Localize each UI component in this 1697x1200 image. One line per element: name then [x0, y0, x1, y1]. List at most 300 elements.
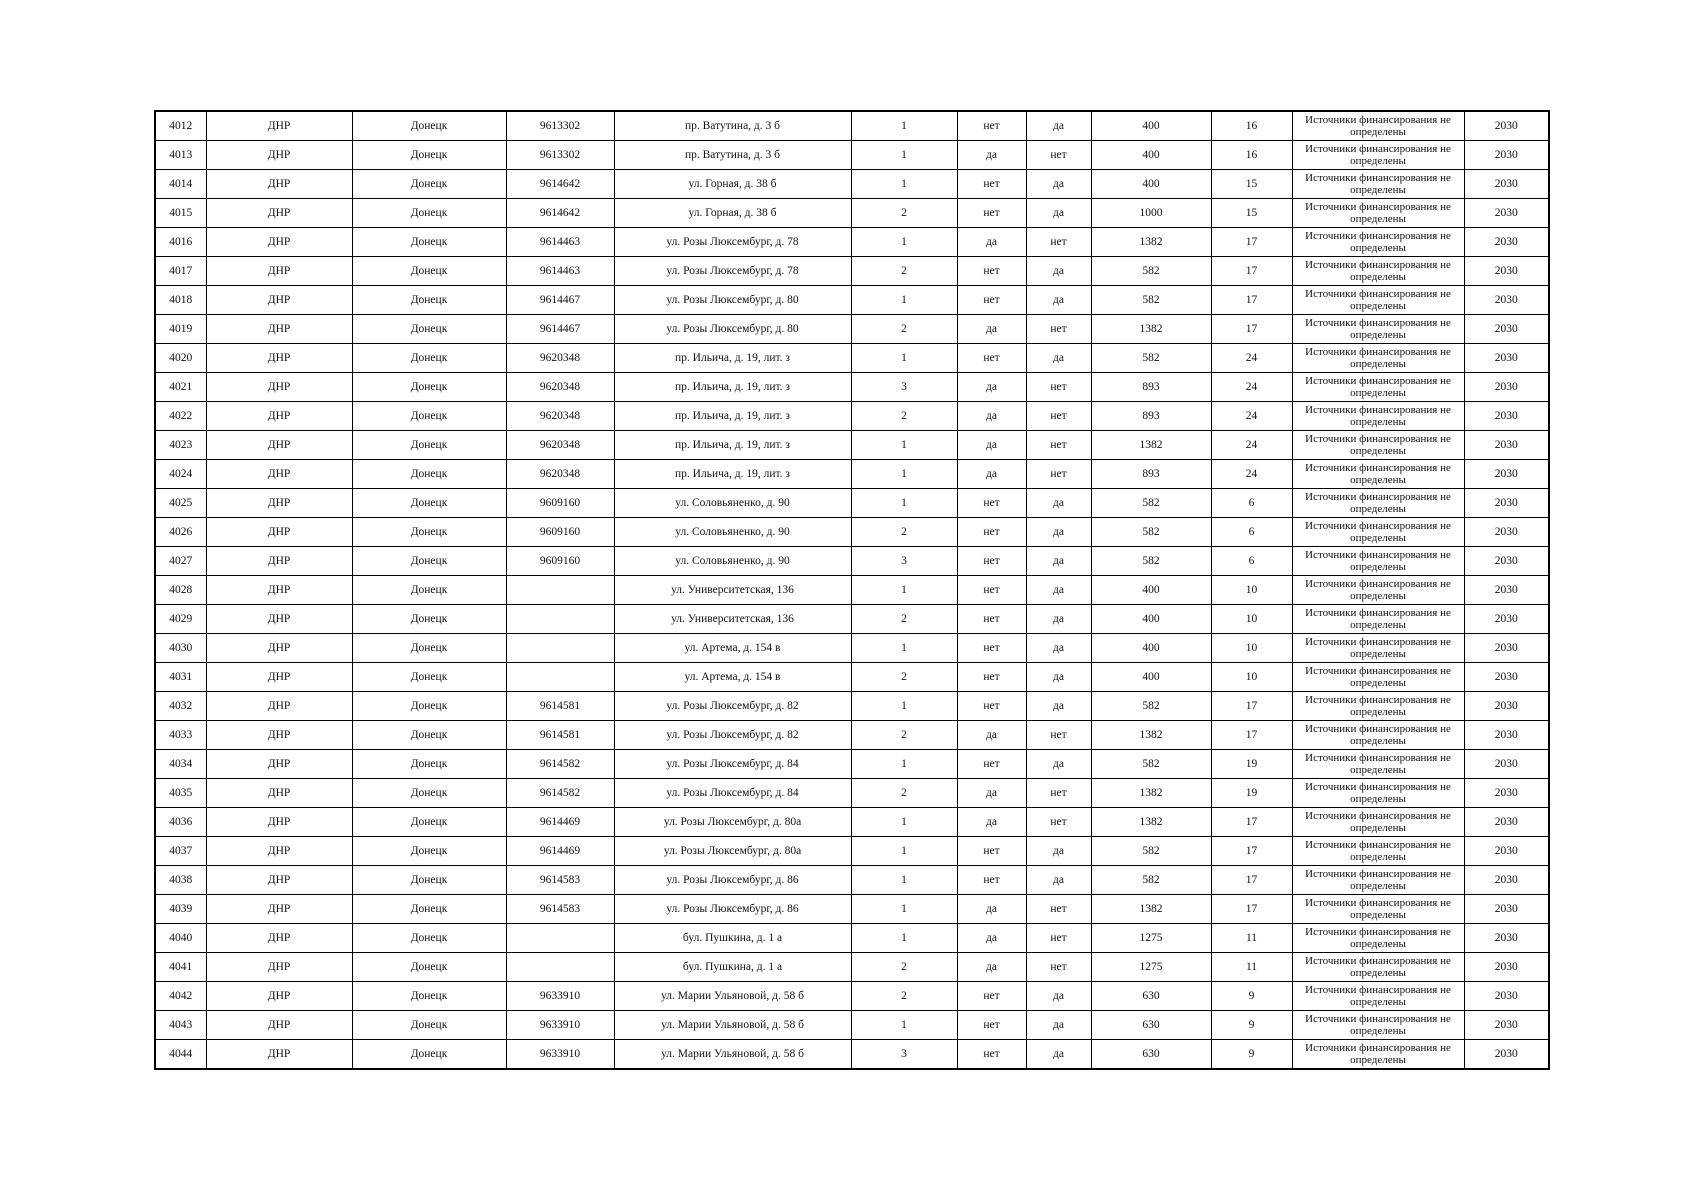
table-row: [155, 982, 1549, 1011]
cell-year: 2030: [1464, 750, 1549, 779]
cell-year: 2030: [1464, 895, 1549, 924]
cell-funding: Источники финансирования не определены: [1292, 953, 1464, 982]
cell-funding: Источники финансирования не определены: [1292, 808, 1464, 837]
cell-flag-b: нет: [1026, 228, 1091, 257]
cell-floors: 19: [1211, 779, 1292, 808]
cell-flag-a: нет: [957, 1011, 1026, 1040]
cell-city: Донецк: [352, 1040, 506, 1070]
cell-entrance: 1: [851, 489, 957, 518]
cell-year: 2030: [1464, 344, 1549, 373]
cell-capacity: 893: [1091, 460, 1211, 489]
cell-city: Донецк: [352, 576, 506, 605]
table-row: [155, 866, 1549, 895]
cell-number: 4015: [155, 199, 206, 228]
cell-region: ДНР: [206, 199, 352, 228]
cell-entrance: 1: [851, 431, 957, 460]
cell-address: ул. Соловьяненко, д. 90: [614, 547, 851, 576]
cell-region: ДНР: [206, 111, 352, 141]
cell-entrance: 3: [851, 547, 957, 576]
table-row: [155, 1011, 1549, 1040]
cell-floors: 19: [1211, 750, 1292, 779]
cell-floors: 9: [1211, 1011, 1292, 1040]
cell-code: 9633910: [506, 982, 614, 1011]
cell-entrance: 2: [851, 953, 957, 982]
cell-city: Донецк: [352, 170, 506, 199]
cell-year: 2030: [1464, 170, 1549, 199]
cell-floors: 17: [1211, 228, 1292, 257]
cell-floors: 24: [1211, 344, 1292, 373]
cell-code: 9609160: [506, 547, 614, 576]
cell-year: 2030: [1464, 228, 1549, 257]
table-row: [155, 547, 1549, 576]
cell-city: Донецк: [352, 663, 506, 692]
cell-funding: Источники финансирования не определены: [1292, 111, 1464, 141]
cell-entrance: 1: [851, 634, 957, 663]
cell-region: ДНР: [206, 431, 352, 460]
cell-code: [506, 634, 614, 663]
cell-entrance: 2: [851, 199, 957, 228]
cell-year: 2030: [1464, 634, 1549, 663]
cell-code: [506, 605, 614, 634]
cell-city: Донецк: [352, 1011, 506, 1040]
cell-capacity: 1382: [1091, 228, 1211, 257]
cell-city: Донецк: [352, 779, 506, 808]
table-row: [155, 257, 1549, 286]
cell-capacity: 400: [1091, 663, 1211, 692]
cell-region: ДНР: [206, 605, 352, 634]
table-row: [155, 837, 1549, 866]
cell-floors: 24: [1211, 431, 1292, 460]
cell-capacity: 630: [1091, 1040, 1211, 1070]
cell-entrance: 1: [851, 895, 957, 924]
cell-funding: Источники финансирования не определены: [1292, 286, 1464, 315]
cell-capacity: 582: [1091, 837, 1211, 866]
cell-year: 2030: [1464, 257, 1549, 286]
cell-funding: Источники финансирования не определены: [1292, 924, 1464, 953]
cell-flag-b: да: [1026, 692, 1091, 721]
cell-number: 4028: [155, 576, 206, 605]
cell-region: ДНР: [206, 518, 352, 547]
cell-region: ДНР: [206, 576, 352, 605]
cell-city: Донецк: [352, 547, 506, 576]
table-row: [155, 663, 1549, 692]
cell-code: 9614583: [506, 895, 614, 924]
cell-number: 4036: [155, 808, 206, 837]
cell-capacity: 400: [1091, 576, 1211, 605]
cell-flag-b: да: [1026, 1040, 1091, 1070]
cell-code: 9614463: [506, 257, 614, 286]
table-row: [155, 199, 1549, 228]
table-row: [155, 605, 1549, 634]
data-table: [154, 110, 1550, 1070]
cell-flag-a: да: [957, 431, 1026, 460]
cell-address: бул. Пушкина, д. 1 а: [614, 924, 851, 953]
cell-year: 2030: [1464, 111, 1549, 141]
cell-city: Донецк: [352, 286, 506, 315]
cell-year: 2030: [1464, 489, 1549, 518]
cell-flag-b: нет: [1026, 431, 1091, 460]
cell-flag-a: да: [957, 460, 1026, 489]
cell-entrance: 1: [851, 750, 957, 779]
cell-capacity: 893: [1091, 402, 1211, 431]
cell-city: Донецк: [352, 605, 506, 634]
cell-flag-b: нет: [1026, 402, 1091, 431]
cell-funding: Источники финансирования не определены: [1292, 663, 1464, 692]
cell-year: 2030: [1464, 286, 1549, 315]
cell-flag-b: нет: [1026, 315, 1091, 344]
cell-code: 9614642: [506, 199, 614, 228]
cell-flag-b: да: [1026, 982, 1091, 1011]
cell-capacity: 582: [1091, 518, 1211, 547]
cell-number: 4037: [155, 837, 206, 866]
cell-number: 4039: [155, 895, 206, 924]
table-row: [155, 431, 1549, 460]
cell-flag-b: да: [1026, 576, 1091, 605]
cell-capacity: 630: [1091, 1011, 1211, 1040]
cell-flag-b: нет: [1026, 779, 1091, 808]
cell-floors: 16: [1211, 141, 1292, 170]
cell-code: 9614463: [506, 228, 614, 257]
cell-capacity: 1382: [1091, 895, 1211, 924]
cell-floors: 6: [1211, 547, 1292, 576]
cell-code: 9609160: [506, 518, 614, 547]
cell-funding: Источники финансирования не определены: [1292, 1011, 1464, 1040]
table-row: [155, 1040, 1549, 1070]
cell-flag-a: нет: [957, 634, 1026, 663]
cell-flag-a: да: [957, 895, 1026, 924]
cell-city: Донецк: [352, 373, 506, 402]
cell-floors: 16: [1211, 111, 1292, 141]
cell-floors: 6: [1211, 489, 1292, 518]
cell-region: ДНР: [206, 924, 352, 953]
table-row: [155, 373, 1549, 402]
cell-funding: Источники финансирования не определены: [1292, 199, 1464, 228]
cell-year: 2030: [1464, 547, 1549, 576]
cell-flag-b: да: [1026, 170, 1091, 199]
cell-flag-b: да: [1026, 866, 1091, 895]
cell-floors: 24: [1211, 373, 1292, 402]
document-page: [154, 110, 1550, 1070]
cell-floors: 17: [1211, 837, 1292, 866]
table-row: [155, 692, 1549, 721]
cell-funding: Источники финансирования не определены: [1292, 402, 1464, 431]
cell-region: ДНР: [206, 344, 352, 373]
cell-funding: Источники финансирования не определены: [1292, 257, 1464, 286]
cell-flag-b: нет: [1026, 721, 1091, 750]
cell-code: 9613302: [506, 141, 614, 170]
cell-entrance: 1: [851, 576, 957, 605]
cell-number: 4016: [155, 228, 206, 257]
cell-floors: 17: [1211, 286, 1292, 315]
cell-address: ул. Розы Люксембург, д. 86: [614, 895, 851, 924]
table-body: [155, 111, 1549, 1069]
cell-year: 2030: [1464, 315, 1549, 344]
cell-address: ул. Соловьяненко, д. 90: [614, 489, 851, 518]
cell-funding: Источники финансирования не определены: [1292, 576, 1464, 605]
cell-floors: 10: [1211, 634, 1292, 663]
cell-flag-b: нет: [1026, 924, 1091, 953]
cell-region: ДНР: [206, 721, 352, 750]
cell-flag-b: да: [1026, 286, 1091, 315]
cell-number: 4020: [155, 344, 206, 373]
cell-number: 4023: [155, 431, 206, 460]
cell-number: 4041: [155, 953, 206, 982]
cell-funding: Источники финансирования не определены: [1292, 141, 1464, 170]
cell-entrance: 2: [851, 982, 957, 1011]
cell-capacity: 1275: [1091, 924, 1211, 953]
cell-floors: 17: [1211, 808, 1292, 837]
cell-address: ул. Розы Люксембург, д. 80а: [614, 808, 851, 837]
cell-code: 9614469: [506, 837, 614, 866]
cell-flag-b: да: [1026, 111, 1091, 141]
cell-number: 4042: [155, 982, 206, 1011]
cell-year: 2030: [1464, 663, 1549, 692]
cell-floors: 9: [1211, 982, 1292, 1011]
cell-capacity: 400: [1091, 111, 1211, 141]
cell-funding: Источники финансирования не определены: [1292, 373, 1464, 402]
cell-address: ул. Розы Люксембург, д. 80: [614, 286, 851, 315]
cell-city: Донецк: [352, 460, 506, 489]
cell-number: 4019: [155, 315, 206, 344]
cell-capacity: 582: [1091, 692, 1211, 721]
cell-number: 4018: [155, 286, 206, 315]
cell-region: ДНР: [206, 286, 352, 315]
cell-year: 2030: [1464, 605, 1549, 634]
cell-funding: Источники финансирования не определены: [1292, 344, 1464, 373]
cell-number: 4012: [155, 111, 206, 141]
cell-address: ул. Розы Люксембург, д. 78: [614, 228, 851, 257]
cell-entrance: 1: [851, 837, 957, 866]
cell-address: ул. Артема, д. 154 в: [614, 663, 851, 692]
cell-region: ДНР: [206, 315, 352, 344]
cell-floors: 24: [1211, 460, 1292, 489]
cell-address: ул. Соловьяненко, д. 90: [614, 518, 851, 547]
cell-region: ДНР: [206, 547, 352, 576]
cell-capacity: 1382: [1091, 808, 1211, 837]
cell-region: ДНР: [206, 1011, 352, 1040]
cell-year: 2030: [1464, 953, 1549, 982]
cell-capacity: 1275: [1091, 953, 1211, 982]
cell-capacity: 582: [1091, 257, 1211, 286]
cell-funding: Источники финансирования не определены: [1292, 605, 1464, 634]
cell-year: 2030: [1464, 373, 1549, 402]
cell-funding: Источники финансирования не определены: [1292, 431, 1464, 460]
cell-funding: Источники финансирования не определены: [1292, 779, 1464, 808]
cell-number: 4033: [155, 721, 206, 750]
cell-flag-b: нет: [1026, 895, 1091, 924]
cell-address: пр. Ильича, д. 19, лит. з: [614, 344, 851, 373]
cell-entrance: 1: [851, 111, 957, 141]
cell-region: ДНР: [206, 634, 352, 663]
cell-flag-b: да: [1026, 518, 1091, 547]
cell-capacity: 630: [1091, 982, 1211, 1011]
cell-city: Донецк: [352, 895, 506, 924]
cell-flag-b: да: [1026, 199, 1091, 228]
cell-number: 4024: [155, 460, 206, 489]
cell-city: Донецк: [352, 982, 506, 1011]
cell-address: ул. Розы Люксембург, д. 82: [614, 692, 851, 721]
cell-capacity: 582: [1091, 866, 1211, 895]
cell-code: 9620348: [506, 344, 614, 373]
cell-funding: Источники финансирования не определены: [1292, 895, 1464, 924]
cell-entrance: 1: [851, 228, 957, 257]
cell-region: ДНР: [206, 895, 352, 924]
cell-region: ДНР: [206, 489, 352, 518]
cell-year: 2030: [1464, 1040, 1549, 1070]
table-row: [155, 721, 1549, 750]
table-row: [155, 315, 1549, 344]
cell-region: ДНР: [206, 373, 352, 402]
cell-number: 4017: [155, 257, 206, 286]
cell-code: 9614583: [506, 866, 614, 895]
cell-number: 4031: [155, 663, 206, 692]
cell-flag-a: нет: [957, 199, 1026, 228]
cell-year: 2030: [1464, 808, 1549, 837]
cell-entrance: 1: [851, 692, 957, 721]
cell-entrance: 1: [851, 1011, 957, 1040]
cell-city: Донецк: [352, 750, 506, 779]
cell-capacity: 582: [1091, 344, 1211, 373]
table-row: [155, 460, 1549, 489]
cell-year: 2030: [1464, 721, 1549, 750]
cell-address: пр. Ватутина, д. 3 б: [614, 141, 851, 170]
cell-entrance: 1: [851, 866, 957, 895]
cell-flag-a: нет: [957, 605, 1026, 634]
cell-flag-a: да: [957, 779, 1026, 808]
cell-city: Донецк: [352, 866, 506, 895]
table-row: [155, 111, 1549, 141]
cell-city: Донецк: [352, 431, 506, 460]
cell-flag-a: да: [957, 721, 1026, 750]
cell-flag-a: да: [957, 228, 1026, 257]
cell-code: 9614642: [506, 170, 614, 199]
cell-entrance: 1: [851, 808, 957, 837]
cell-funding: Источники финансирования не определены: [1292, 982, 1464, 1011]
cell-capacity: 1382: [1091, 315, 1211, 344]
cell-flag-b: да: [1026, 489, 1091, 518]
cell-code: 9614582: [506, 750, 614, 779]
cell-region: ДНР: [206, 837, 352, 866]
cell-funding: Источники финансирования не определены: [1292, 750, 1464, 779]
table-row: [155, 576, 1549, 605]
cell-number: 4027: [155, 547, 206, 576]
cell-number: 4014: [155, 170, 206, 199]
cell-flag-b: нет: [1026, 460, 1091, 489]
cell-address: ул. Розы Люксембург, д. 80: [614, 315, 851, 344]
cell-year: 2030: [1464, 402, 1549, 431]
cell-entrance: 1: [851, 141, 957, 170]
cell-address: ул. Горная, д. 38 б: [614, 199, 851, 228]
cell-flag-a: нет: [957, 1040, 1026, 1070]
cell-flag-a: да: [957, 373, 1026, 402]
cell-flag-b: да: [1026, 634, 1091, 663]
cell-funding: Источники финансирования не определены: [1292, 721, 1464, 750]
cell-funding: Источники финансирования не определены: [1292, 170, 1464, 199]
cell-capacity: 1382: [1091, 721, 1211, 750]
cell-funding: Источники финансирования не определены: [1292, 634, 1464, 663]
cell-flag-a: нет: [957, 750, 1026, 779]
cell-funding: Источники финансирования не определены: [1292, 1040, 1464, 1070]
cell-year: 2030: [1464, 576, 1549, 605]
cell-floors: 17: [1211, 895, 1292, 924]
cell-region: ДНР: [206, 692, 352, 721]
cell-capacity: 400: [1091, 605, 1211, 634]
cell-floors: 24: [1211, 402, 1292, 431]
table-row: [155, 779, 1549, 808]
cell-address: ул. Университетская, 136: [614, 605, 851, 634]
cell-flag-b: да: [1026, 663, 1091, 692]
table-row: [155, 750, 1549, 779]
cell-region: ДНР: [206, 228, 352, 257]
cell-floors: 15: [1211, 170, 1292, 199]
table-row: [155, 489, 1549, 518]
cell-region: ДНР: [206, 170, 352, 199]
cell-floors: 17: [1211, 721, 1292, 750]
cell-city: Донецк: [352, 489, 506, 518]
cell-funding: Источники финансирования не определены: [1292, 837, 1464, 866]
table-row: [155, 895, 1549, 924]
cell-year: 2030: [1464, 924, 1549, 953]
cell-address: ул. Розы Люксембург, д. 86: [614, 866, 851, 895]
cell-code: 9609160: [506, 489, 614, 518]
cell-year: 2030: [1464, 460, 1549, 489]
cell-address: ул. Розы Люксембург, д. 84: [614, 779, 851, 808]
cell-number: 4035: [155, 779, 206, 808]
cell-year: 2030: [1464, 199, 1549, 228]
cell-address: ул. Розы Люксембург, д. 78: [614, 257, 851, 286]
cell-city: Донецк: [352, 141, 506, 170]
cell-year: 2030: [1464, 779, 1549, 808]
cell-flag-a: нет: [957, 837, 1026, 866]
cell-region: ДНР: [206, 663, 352, 692]
cell-capacity: 582: [1091, 750, 1211, 779]
cell-flag-a: нет: [957, 489, 1026, 518]
cell-funding: Источники финансирования не определены: [1292, 518, 1464, 547]
table-row: [155, 924, 1549, 953]
cell-region: ДНР: [206, 141, 352, 170]
cell-number: 4021: [155, 373, 206, 402]
cell-address: пр. Ильича, д. 19, лит. з: [614, 431, 851, 460]
cell-flag-b: да: [1026, 605, 1091, 634]
cell-flag-b: да: [1026, 1011, 1091, 1040]
cell-code: 9620348: [506, 460, 614, 489]
cell-number: 4038: [155, 866, 206, 895]
cell-code: [506, 576, 614, 605]
cell-funding: Источники финансирования не определены: [1292, 460, 1464, 489]
cell-year: 2030: [1464, 692, 1549, 721]
cell-flag-a: нет: [957, 547, 1026, 576]
cell-code: 9633910: [506, 1011, 614, 1040]
cell-number: 4030: [155, 634, 206, 663]
cell-funding: Источники финансирования не определены: [1292, 866, 1464, 895]
cell-city: Донецк: [352, 199, 506, 228]
cell-flag-a: нет: [957, 982, 1026, 1011]
table-row: [155, 228, 1549, 257]
cell-capacity: 582: [1091, 489, 1211, 518]
cell-entrance: 1: [851, 344, 957, 373]
cell-city: Донецк: [352, 808, 506, 837]
cell-flag-b: нет: [1026, 373, 1091, 402]
cell-region: ДНР: [206, 982, 352, 1011]
cell-flag-a: нет: [957, 170, 1026, 199]
cell-floors: 17: [1211, 866, 1292, 895]
cell-entrance: 2: [851, 257, 957, 286]
cell-number: 4044: [155, 1040, 206, 1070]
cell-flag-a: нет: [957, 111, 1026, 141]
cell-region: ДНР: [206, 953, 352, 982]
cell-address: бул. Пушкина, д. 1 а: [614, 953, 851, 982]
cell-flag-a: да: [957, 808, 1026, 837]
